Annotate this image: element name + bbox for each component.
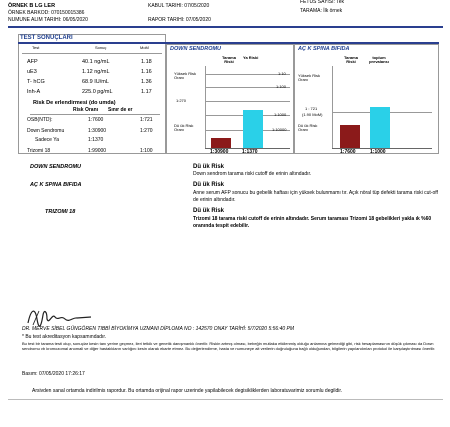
interp-asb-label: AÇ K SPINA BIFIDA [30, 182, 82, 188]
barcode: ÖRNEK BARKOD: 070150015386 [8, 10, 85, 16]
risk-title: Risk De erlendirmesi (do umda) [33, 100, 116, 106]
asb-chart-title: AÇ K SPINA BIFIDA [298, 46, 350, 52]
down-tick-3: 1:1000 [274, 112, 287, 117]
risk-ratio-t18: 1:99000 [88, 148, 107, 154]
down-bar-age [243, 110, 263, 148]
down-chart-title: DOWN SENDROMU [170, 46, 222, 52]
risk-limit-t18: 1:100 [140, 148, 153, 154]
asb-cat-1: 1:1000 [370, 149, 386, 155]
row-test-afp: AFP [27, 59, 38, 65]
interp-down-label: DOWN SENDROMU [30, 164, 82, 170]
down-y-axis [205, 66, 206, 148]
interp-down-title: Dü ük Risk [193, 164, 225, 170]
archive-note: Arsivden sanal ortamda indirilmis rapordur. Bu ortamda orijinal rapor uzerinde yapilabilecek degisikliklerden laboratuvarimiz sorumlu degildir. [32, 388, 343, 394]
row-test-hcg: T- hCG [27, 79, 45, 85]
interp-down-text: Down sendrom tarama riski cutoff de erinin altındadır. [193, 171, 312, 177]
footer-rule [8, 399, 443, 400]
col-test: Test [32, 45, 40, 50]
row-test-inha: Inh-A [27, 89, 41, 95]
risk-ratio-age: 1:1370 [88, 137, 104, 143]
risk-col-ratio: Risk Oranı [73, 107, 99, 113]
risk-ratio-osb: 1:7600 [88, 117, 104, 123]
screening-key: TARAMA: [300, 8, 322, 14]
row-test-ue3: uE3 [27, 69, 37, 75]
row-mom-afp: 1.18 [141, 59, 152, 65]
risk-limit-down: 1:270 [140, 128, 153, 134]
accreditation-note: * Bu test akreditasyon kapsamındadır. [22, 334, 107, 340]
row-mom-hcg: 1.36 [141, 79, 152, 85]
risk-name-down: Down Sendromu [27, 128, 65, 134]
row-value-hcg: 68.9 IU/mL [82, 79, 109, 85]
col-rule [22, 53, 162, 54]
screening-value: İlk örnek [323, 8, 343, 14]
disclaimer-note: Bu test bir tarama testi olup, sonuçlar kesin tanı yerine geçmez, ileri tetkik ve genetik danışmanlık önerilir. Riskin artmış olması, bebeğin mutlaka etkilenmiş olduğu anlamına gelmediği gibi, risk hesaplamasının düşük çıkması da Down sendromu vb kromozomal anomali ve diğer hastalıkların varlığını kesin olarak ekarte etmez. Bu değerlendirme, hasta ve numuneye ait verilerin doğruluğuna bağlı olduğundan, bilgilerin yapılandırılan protokol ile karşılaştırılması önerilir. [22, 341, 436, 352]
interp-asb-text: Anne serum AFP sonucu bu gebelik haftası için yüksek bulunmamı tır. Açık nöral tüp defekti tarama riski cut-off de erinin altındadır. [193, 190, 438, 203]
down-tick-0: 1:10 [278, 71, 286, 76]
risk-name-osb: OSB(NTD): [27, 117, 53, 123]
asb-bar-screen [340, 125, 360, 148]
down-tick-1: 1:100 [276, 84, 287, 89]
row-value-afp: 40.1 ng/mL [82, 59, 110, 65]
asb-legend-prev: toplum prevalansı [369, 55, 389, 65]
risk-limit-osb: 1:721 [140, 117, 153, 123]
interp-t18-label: TRIZOMI 18 [45, 209, 76, 215]
col-mom: MoM [140, 45, 149, 50]
down-tick-4: 1:10000 [272, 127, 287, 132]
down-legend-screen: Tarama Riski [222, 55, 236, 65]
risk-ratio-down: 1:30900 [88, 128, 107, 134]
down-grid-270 [205, 101, 290, 102]
asb-bar-prevalence [370, 107, 390, 148]
fetus-count: FETUS SAYISI: Tek [300, 0, 344, 5]
asb-threshold: 1 : 721 [305, 106, 318, 111]
row-mom-ue3: 1.16 [141, 69, 152, 75]
down-lowlabel: Dü ük Risk Oranı [174, 123, 194, 133]
row-value-inha: 225.0 pg/mL [82, 89, 113, 95]
down-ylabel: Yüksek Risk Oranı [174, 71, 197, 81]
asb-legend-screen: Tarama Riski [344, 55, 358, 65]
doctor-signature-line: DR. MERVE SİBEL GÜNGÖREN TIBBİ BİYOKİMYA UZMANI DİPLOMA NO : 142570 ONAY TARİHİ: 5/7/2020 5:56:40 PM [22, 326, 295, 332]
asb-y-axis [332, 66, 333, 148]
asb-threshold-mom: (1.90 MoM) [302, 112, 323, 117]
down-legend-age: Ya Riski [243, 55, 259, 60]
interp-t18-title: Dü ük Risk [193, 208, 225, 214]
patient-name: ÖRNEK B LG LER [8, 3, 56, 9]
asb-cat-0: 1:7600 [340, 149, 356, 155]
asb-ylabel: Yüksek Risk Oranı [298, 73, 321, 83]
asb-lowlabel: Dü ük Risk Oranı [298, 123, 318, 133]
row-mom-inha: 1.17 [141, 89, 152, 95]
risk-col-limit: Sınır de er [108, 107, 133, 113]
risk-rule [30, 114, 160, 115]
test-results-title: TEST SONUÇLARI [20, 35, 73, 41]
screening-label [300, 9, 342, 14]
risk-name-age: Sadece Ya [35, 137, 60, 143]
print-date: Basım: 07/05/2020 17:26:17 [22, 371, 85, 377]
row-value-ue3: 1.12 ng/mL [82, 69, 110, 75]
header-divider [8, 26, 443, 28]
down-bar-screen [211, 138, 231, 148]
risk-name-t18: Trizomi 18 [27, 148, 51, 154]
col-result: Sonuç [95, 45, 107, 50]
down-cat-1: 1:1370 [242, 149, 258, 155]
down-cat-0: 1:30900 [210, 149, 229, 155]
report-date: RAPOR TARIHI: 07/05/2020 [148, 17, 211, 23]
interp-t18-text: Trizomi 18 tarama riski cutoff de erinin altındadır. Serum taraması Trizomi 18 gebelikleri yakla ık %60 oranında tespit edebilir. [193, 216, 432, 229]
accept-date: KABUL TARIHI: 07/05/2020 [148, 3, 210, 9]
sample-date: NUMUNE ALIM TARIHI: 06/05/2020 [8, 17, 88, 23]
down-tick-2: 1:270 [176, 98, 187, 103]
interp-asb-title: Dü ük Risk [193, 182, 225, 188]
